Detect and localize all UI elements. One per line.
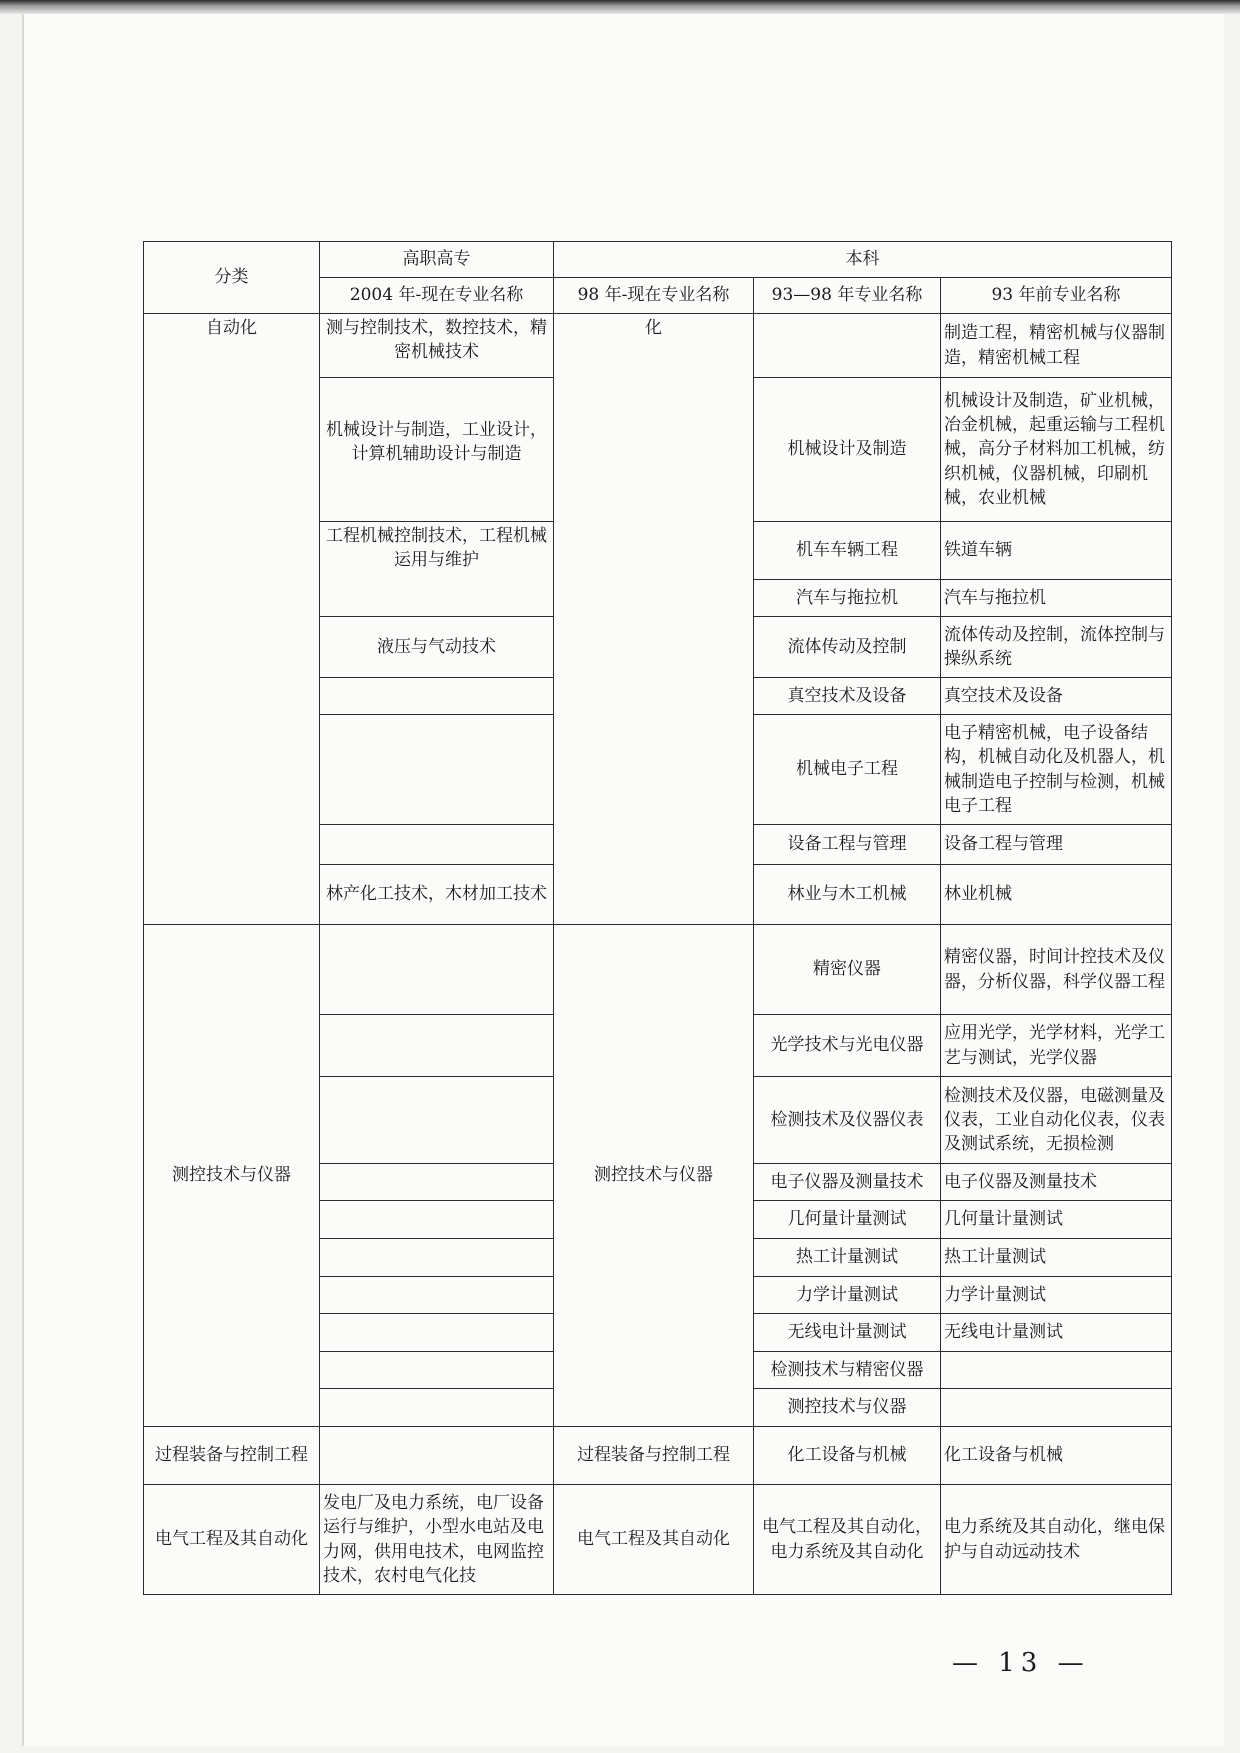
major-pre93-cell: 制造工程，精密机械与仪器制造，精密机械工程 bbox=[941, 314, 1172, 378]
major-93-98-cell: 检测技术及仪器仪表 bbox=[754, 1077, 941, 1164]
header-col-vocational-2004: 2004 年-现在专业名称 bbox=[320, 278, 554, 314]
vocational-cell bbox=[320, 1389, 554, 1427]
vocational-cell bbox=[320, 1352, 554, 1389]
major-93-98-cell: 热工计量测试 bbox=[754, 1239, 941, 1277]
major-pre93-cell: 流体传动及控制，流体控制与操纵系统 bbox=[941, 617, 1172, 678]
header-undergraduate: 本科 bbox=[554, 242, 1172, 278]
vocational-cell bbox=[320, 925, 554, 1015]
table-row bbox=[144, 1427, 1172, 1485]
major-pre93-cell: 精密仪器，时间计控技术及仪器，分析仪器，科学仪器工程 bbox=[941, 925, 1172, 1015]
major-93-98-cell: 检测技术与精密仪器 bbox=[754, 1352, 941, 1389]
major-pre93-cell: 电力系统及其自动化，继电保护与自动远动技术 bbox=[941, 1485, 1172, 1595]
vocational-cell bbox=[320, 1015, 554, 1077]
category-cell: 测控技术与仪器 bbox=[144, 925, 320, 1427]
page-number: — 13 — bbox=[952, 1648, 1090, 1678]
vocational-cell bbox=[320, 1077, 554, 1164]
vocational-cell bbox=[320, 1201, 554, 1239]
vocational-cell: 机械设计与制造，工业设计，计算机辅助设计与制造 bbox=[320, 378, 554, 522]
major-93-98-cell: 电子仪器及测量技术 bbox=[754, 1164, 941, 1201]
major-93-98-cell: 机械电子工程 bbox=[754, 715, 941, 825]
major-pre93-cell: 林业机械 bbox=[941, 865, 1172, 925]
table-header-row bbox=[144, 242, 1172, 278]
major-93-98-cell: 电气工程及其自动化，电力系统及其自动化 bbox=[754, 1485, 941, 1595]
major-pre93-cell: 化工设备与机械 bbox=[941, 1427, 1172, 1485]
table-row bbox=[144, 1485, 1172, 1595]
header-vocational: 高职高专 bbox=[320, 242, 554, 278]
header-col-93-98: 93—98 年专业名称 bbox=[754, 278, 941, 314]
major-93-98-cell: 几何量计量测试 bbox=[754, 1201, 941, 1239]
scan-edge-shadow bbox=[0, 0, 1240, 14]
vocational-cell: 林产化工技术，木材加工技术 bbox=[320, 865, 554, 925]
vocational-cell: 测与控制技术，数控技术，精密机械技术 bbox=[320, 314, 554, 378]
major-pre93-cell: 力学计量测试 bbox=[941, 1277, 1172, 1314]
vocational-cell: 液压与气动技术 bbox=[320, 617, 554, 678]
category-cell: 自动化 bbox=[144, 314, 320, 925]
major-pre93-cell: 电子精密机械，电子设备结构，机械自动化及机器人，机械制造电子控制与检测，机械电子工程 bbox=[941, 715, 1172, 825]
major-pre93-cell: 设备工程与管理 bbox=[941, 825, 1172, 865]
major-93-98-cell: 力学计量测试 bbox=[754, 1277, 941, 1314]
major-98-cell: 测控技术与仪器 bbox=[554, 925, 754, 1427]
category-cell: 过程装备与控制工程 bbox=[144, 1427, 320, 1485]
major-93-98-cell: 设备工程与管理 bbox=[754, 825, 941, 865]
major-93-98-cell: 精密仪器 bbox=[754, 925, 941, 1015]
major-93-98-cell: 光学技术与光电仪器 bbox=[754, 1015, 941, 1077]
major-pre93-cell: 机械设计及制造，矿业机械，冶金机械，起重运输与工程机械，高分子材料加工机械，纺织机械，仪器机械，印刷机械，农业机械 bbox=[941, 378, 1172, 522]
vocational-cell bbox=[320, 1164, 554, 1201]
header-col-pre93: 93 年前专业名称 bbox=[941, 278, 1172, 314]
major-pre93-cell: 铁道车辆 bbox=[941, 522, 1172, 580]
major-pre93-cell: 几何量计量测试 bbox=[941, 1201, 1172, 1239]
vocational-cell: 发电厂及电力系统，电厂设备运行与维护，小型水电站及电力网，供用电技术，电网监控技术，农村电气化技 bbox=[320, 1485, 554, 1595]
vocational-cell bbox=[320, 1239, 554, 1277]
table-row bbox=[144, 314, 1172, 378]
major-93-98-cell: 流体传动及控制 bbox=[754, 617, 941, 678]
major-98-cell: 化 bbox=[554, 314, 754, 925]
header-category: 分类 bbox=[144, 242, 320, 314]
vocational-cell bbox=[320, 715, 554, 825]
major-93-98-cell: 汽车与拖拉机 bbox=[754, 580, 941, 617]
table-row bbox=[144, 925, 1172, 1015]
major-comparison-table bbox=[143, 241, 1172, 1595]
major-93-98-cell bbox=[754, 314, 941, 378]
major-pre93-cell: 检测技术及仪器，电磁测量及仪表，工业自动化仪表，仪表及测试系统，无损检测 bbox=[941, 1077, 1172, 1164]
major-pre93-cell: 应用光学，光学材料，光学工艺与测试，光学仪器 bbox=[941, 1015, 1172, 1077]
major-93-98-cell: 真空技术及设备 bbox=[754, 678, 941, 715]
major-pre93-cell: 无线电计量测试 bbox=[941, 1314, 1172, 1352]
major-pre93-cell: 热工计量测试 bbox=[941, 1239, 1172, 1277]
major-93-98-cell: 机车车辆工程 bbox=[754, 522, 941, 580]
major-93-98-cell: 无线电计量测试 bbox=[754, 1314, 941, 1352]
vocational-cell bbox=[320, 678, 554, 715]
header-col-98: 98 年-现在专业名称 bbox=[554, 278, 754, 314]
vocational-cell: 工程机械控制技术，工程机械运用与维护 bbox=[320, 522, 554, 617]
major-93-98-cell: 林业与木工机械 bbox=[754, 865, 941, 925]
major-pre93-cell bbox=[941, 1389, 1172, 1427]
major-pre93-cell: 汽车与拖拉机 bbox=[941, 580, 1172, 617]
category-cell: 电气工程及其自动化 bbox=[144, 1485, 320, 1595]
vocational-cell bbox=[320, 1427, 554, 1485]
major-pre93-cell bbox=[941, 1352, 1172, 1389]
major-93-98-cell: 化工设备与机械 bbox=[754, 1427, 941, 1485]
major-93-98-cell: 机械设计及制造 bbox=[754, 378, 941, 522]
vocational-cell bbox=[320, 1314, 554, 1352]
vocational-cell bbox=[320, 825, 554, 865]
major-pre93-cell: 真空技术及设备 bbox=[941, 678, 1172, 715]
major-pre93-cell: 电子仪器及测量技术 bbox=[941, 1164, 1172, 1201]
major-98-cell: 过程装备与控制工程 bbox=[554, 1427, 754, 1485]
major-98-cell: 电气工程及其自动化 bbox=[554, 1485, 754, 1595]
major-93-98-cell: 测控技术与仪器 bbox=[754, 1389, 941, 1427]
vocational-cell bbox=[320, 1277, 554, 1314]
